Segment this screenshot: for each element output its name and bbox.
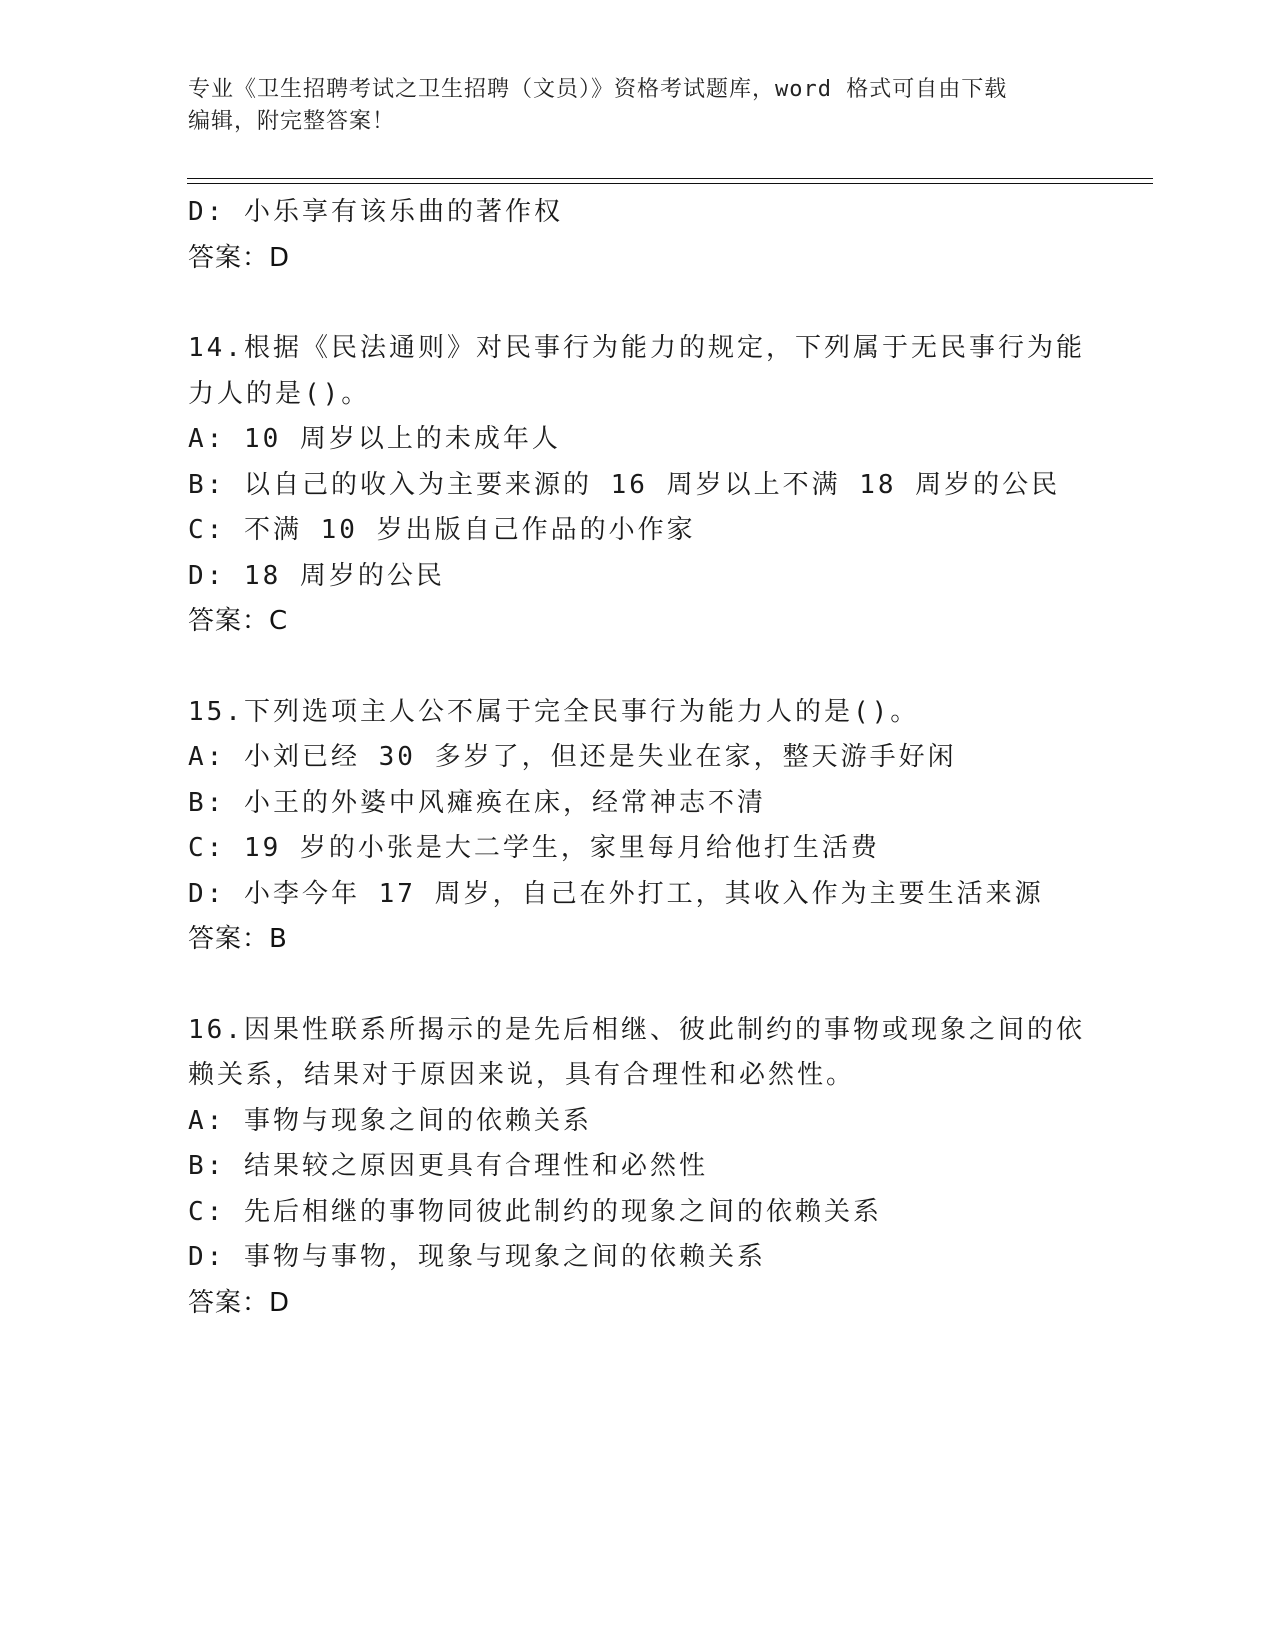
option-b: B: 结果较之原因更具有合理性和必然性 <box>188 1151 708 1181</box>
question-text-line-1: 16.因果性联系所揭示的是先后相继、彼此制约的事物或现象之间的依 <box>188 1014 1085 1045</box>
question-text-line-2: 力人的是()。 <box>188 378 371 409</box>
answer-line: 答案：C <box>188 606 289 636</box>
option-b: B: 小王的外婆中风瘫痪在床，经常神志不清 <box>188 787 766 818</box>
question-16 <box>188 1008 1088 1327</box>
option-d: D: 小李今年 17 周岁，自己在外打工，其收入作为主要生活来源 <box>188 878 1044 909</box>
header-double-rule <box>187 178 1153 184</box>
option-a: A: 小刘已经 30 多岁了，但还是失业在家，整天游手好闲 <box>188 742 957 772</box>
option-d: D: 事物与事物，现象与现象之间的依赖关系 <box>188 1242 766 1272</box>
question-text-line-1: 15.下列选项主人公不属于完全民事行为能力人的是()。 <box>188 696 920 727</box>
answer-line: 答案：D <box>188 242 291 273</box>
question-14 <box>188 326 1088 645</box>
option-d: D: 小乐享有该乐曲的著作权 <box>188 197 563 227</box>
header-line-1: 专业《卫生招聘考试之卫生招聘（文员）》资格考试题库，word 格式可自由下载 <box>188 77 1008 102</box>
option-a: A: 10 周岁以上的未成年人 <box>188 424 561 454</box>
option-b: B: 以自己的收入为主要来源的 16 周岁以上不满 18 周岁的公民 <box>188 469 1061 500</box>
option-c: C: 19 岁的小张是大二学生，家里每月给他打生活费 <box>188 833 880 863</box>
question-15 <box>188 690 1088 963</box>
question-content <box>188 190 1088 1326</box>
question-text-line-2: 赖关系，结果对于原因来说，具有合理性和必然性。 <box>188 1060 856 1090</box>
header-line-2: 编辑，附完整答案！ <box>188 109 396 134</box>
option-a: A: 事物与现象之间的依赖关系 <box>188 1105 592 1136</box>
answer-line: 答案：D <box>188 1287 291 1318</box>
page-header <box>188 74 1088 138</box>
previous-question-tail <box>188 190 1088 281</box>
option-d: D: 18 周岁的公民 <box>188 560 445 591</box>
option-c: C: 不满 10 岁出版自己作品的小作家 <box>188 515 696 545</box>
answer-line: 答案：B <box>188 924 288 954</box>
question-text-line-1: 14.根据《民法通则》对民事行为能力的规定，下列属于无民事行为能 <box>188 333 1085 363</box>
option-c: C: 先后相继的事物同彼此制约的现象之间的依赖关系 <box>188 1196 882 1227</box>
